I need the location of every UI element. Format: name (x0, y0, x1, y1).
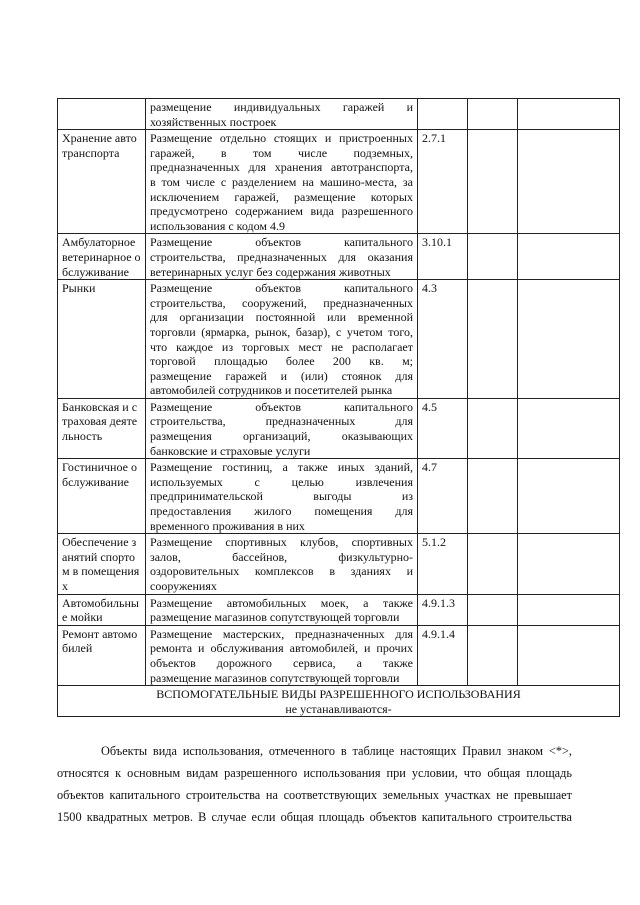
paragraph-line: относятся к основным видам разрешенного использования при условии, что общая площадь (57, 766, 572, 780)
desc-line: размещение магазинов сопутствующей торговли (150, 670, 400, 685)
body-paragraph (57, 740, 572, 828)
row-name-cell: Обеспечение занятий спортом в помещениях (58, 534, 146, 594)
table-row (58, 234, 620, 280)
row-desc-cell (146, 534, 418, 594)
row-empty-cell (518, 398, 620, 458)
row-desc-cell (146, 398, 418, 458)
row-empty-cell (518, 594, 620, 625)
table-row (58, 625, 620, 685)
desc-line: Размещение спортивных клубов, спортивных (150, 535, 413, 550)
desc-line: Размещение объектов капитального (150, 281, 413, 296)
row-name-cell: Банковская и страховая деятельность (58, 398, 146, 458)
paragraph-line: 1500 квадратных метров. В случае если общая площадь объектов капитального строительства (57, 810, 572, 824)
aux-header-title: ВСПОМОГАТЕЛЬНЫЕ ВИДЫ РАЗРЕШЕННОГО ИСПОЛЬЗОВАНИЯ (156, 687, 521, 702)
desc-line: сооружениях (150, 579, 217, 593)
row-empty-cell (468, 625, 518, 685)
desc-line: оздоровительных комплексов в зданиях и (150, 564, 413, 579)
row-name-cell: Гостиничное обслуживание (58, 459, 146, 534)
row-name-cell: Ремонт автомобилей (58, 625, 146, 685)
row-name-cell: Амбулаторное ветеринарное обслуживание (58, 234, 146, 280)
desc-line: строительства, предназначенных для оказания (150, 249, 413, 264)
desc-line: Размещение объектов капитального (150, 235, 413, 250)
desc-line: для организации постоянной или временной (150, 310, 413, 325)
desc-line: залов, бассейнов, физкультурно- (150, 549, 413, 564)
desc-line: Размещение мастерских, предназначенных для (150, 626, 413, 641)
row-code-cell (418, 99, 468, 130)
desc-line: предпринимательской выгоды из (150, 489, 413, 504)
table-row (58, 398, 620, 458)
row-empty-cell (518, 625, 620, 685)
row-desc-cell (146, 594, 418, 625)
desc-line: что каждое из торговых мест не располагает (150, 339, 413, 354)
table-row (58, 280, 620, 399)
desc-line: временного проживания в них (150, 518, 305, 533)
row-code-cell: 2.7.1 (418, 130, 468, 234)
row-empty-cell (518, 280, 620, 399)
row-code-cell: 5.1.2 (418, 534, 468, 594)
paragraph-line: Объекты вида использования, отмеченного в таблице настоящих Правил знаком <*>, (101, 744, 572, 758)
desc-line: предоставления жилого помещения для (150, 504, 413, 519)
row-empty-cell (468, 280, 518, 399)
desc-line: строительства, предназначенных для (150, 414, 413, 429)
table-row (58, 594, 620, 625)
row-desc-cell (146, 280, 418, 399)
desc-line: ветеринарных услуг без содержания животных (150, 264, 391, 279)
table-row-continued (58, 99, 620, 130)
row-desc-cell (146, 99, 418, 130)
row-empty-cell (518, 534, 620, 594)
row-name-cell (58, 99, 146, 130)
desc-line: объектов дорожного сервиса, а также (150, 655, 413, 670)
row-code-cell: 4.5 (418, 398, 468, 458)
paragraph-line: объектов капитального строительства на соответствующих земельных участках не превышает (57, 788, 572, 802)
row-desc-cell (146, 625, 418, 685)
desc-line: торговли (ярмарка, рынок, базар), с учетом того, (150, 324, 413, 339)
land-use-table (57, 98, 620, 717)
desc-line: ремонта и обслуживания автомобилей, и прочих (150, 641, 413, 656)
desc-line: торговой площадью более 200 кв. м; (150, 354, 413, 369)
row-name-cell: Рынки (58, 280, 146, 399)
desc-line: размещение магазинов сопутствующей торговли (150, 610, 400, 625)
row-desc-cell (146, 130, 418, 234)
row-code-cell: 3.10.1 (418, 234, 468, 280)
desc-line: предназначенных для хранения автотранспорта, (150, 160, 413, 175)
row-name-cell: Автомобильные мойки (58, 594, 146, 625)
desc-line: использования с кодом 4.9 (150, 218, 286, 233)
row-empty-cell (518, 459, 620, 534)
desc-line: используемых с целью извлечения (150, 474, 413, 489)
desc-line: в том числе с разделением на машино-места, за (150, 174, 413, 189)
desc-line: банковские и страховые услуги (150, 443, 311, 458)
row-empty-cell (468, 234, 518, 280)
row-code-cell: 4.9.1.3 (418, 594, 468, 625)
desc-line: Размещение гостиниц, а также иных зданий, (150, 460, 413, 475)
land-use-table-body (58, 99, 620, 717)
row-empty-cell (468, 459, 518, 534)
desc-line: предусмотрено содержанием вида разрешенного (150, 204, 413, 219)
row-desc-cell (146, 234, 418, 280)
row-empty-cell (468, 398, 518, 458)
row-empty-cell (468, 130, 518, 234)
aux-header-cell (58, 686, 620, 717)
desc-line: хозяйственных построек (150, 114, 277, 129)
table-row (58, 130, 620, 234)
row-code-cell: 4.7 (418, 459, 468, 534)
aux-header-row (58, 686, 620, 717)
table-row (58, 459, 620, 534)
row-code-cell: 4.3 (418, 280, 468, 399)
row-desc-cell (146, 459, 418, 534)
row-empty-cell (468, 594, 518, 625)
row-code-cell: 4.9.1.4 (418, 625, 468, 685)
aux-header-note: не устанавливаются- (285, 701, 392, 716)
desc-line: Размещение отдельно стоящих и пристроенных (150, 131, 413, 146)
row-empty-cell (468, 99, 518, 130)
row-empty-cell (518, 99, 620, 130)
row-empty-cell (518, 234, 620, 280)
desc-line: Размещение автомобильных моек, а также (150, 595, 413, 610)
desc-line: автомобилей сотрудников и посетителей рынка (150, 383, 393, 398)
row-empty-cell (518, 130, 620, 234)
row-empty-cell (468, 534, 518, 594)
table-row (58, 534, 620, 594)
desc-line: Размещение объектов капитального (150, 399, 413, 414)
row-name-cell: Хранение автотранспорта (58, 130, 146, 234)
desc-line: исключением гаражей, размещение которых (150, 189, 413, 204)
desc-line: размещение индивидуальных гаражей и (150, 100, 413, 114)
desc-line: размещение гаражей и (или) стоянок для (150, 368, 413, 383)
desc-line: гаражей, в том числе подземных, (150, 145, 413, 160)
desc-line: строительства, сооружений, предназначенных (150, 295, 413, 310)
desc-line: размещения организаций, оказывающих (150, 429, 413, 444)
